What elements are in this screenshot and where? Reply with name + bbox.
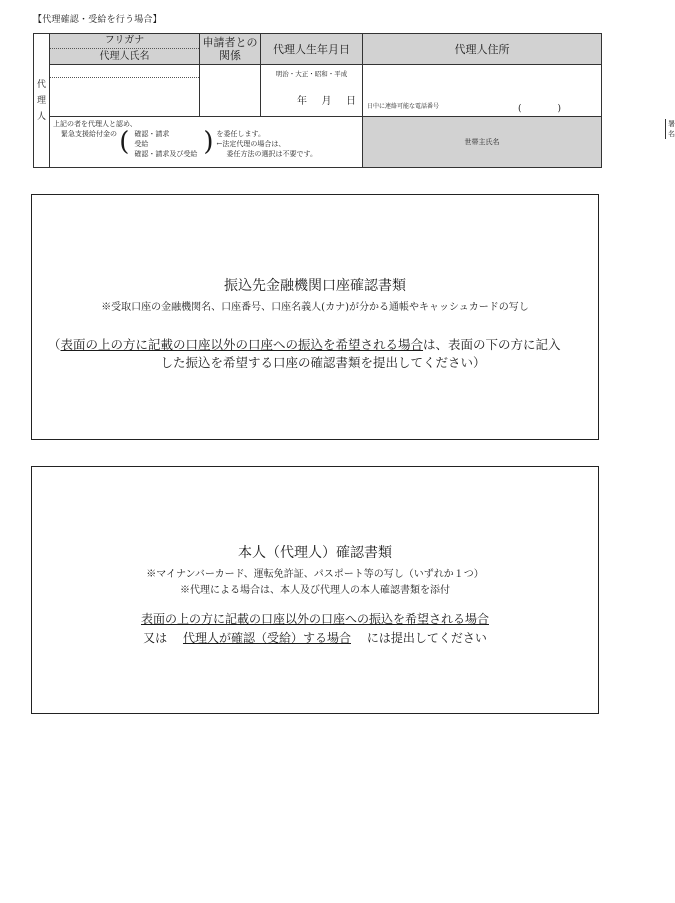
birthdate-label: 代理人生年月日 (261, 34, 363, 65)
bank-doc-title: 振込先金融機関口座確認書類 (224, 278, 406, 294)
identity-doc-line1: 表面の上の方に記載の口座以外の口座への振込を希望される場合 (140, 612, 489, 626)
option-confirm-claim[interactable]: 確認・請求 (134, 130, 170, 138)
signature-label: 署名 (665, 119, 675, 139)
month-label: 月 (321, 96, 332, 107)
furigana-label: フリガナ (50, 34, 199, 49)
relation-field[interactable] (200, 65, 261, 117)
phone-field[interactable]: ( ) (517, 104, 561, 114)
proxy-side-label: 代 理 人 (34, 34, 50, 168)
bank-account-doc-box (31, 194, 599, 440)
bank-doc-paren: （ (48, 337, 61, 352)
proxy-name-field[interactable] (50, 65, 200, 117)
option-receive[interactable]: 受給 (134, 140, 149, 148)
day-label: 日 (346, 96, 356, 107)
era-options: 明治・大正・昭和・平成 (275, 70, 348, 78)
relation-label: 申請者との関係 (200, 34, 261, 65)
section-title: 【代理確認・受給を行う場合】 (33, 15, 162, 25)
identity-doc-proxy-case: 代理人が確認（受給）する場合 (182, 631, 351, 645)
option-both[interactable]: 確認・請求及び受給 (134, 150, 198, 158)
proxy-table (33, 33, 675, 168)
address-label: 代理人住所 (363, 34, 602, 65)
identity-doc-box (31, 466, 599, 714)
identity-doc-or: 又は (143, 631, 168, 645)
legal-note-1: ←法定代理の場合は、 (216, 140, 286, 148)
delegation-line2: 緊急支援給付金の (61, 130, 117, 138)
identity-doc-note1: ※マイナンバーカード、運転免許証、パスポート等の写し（いずれか１つ） (146, 569, 484, 580)
address-field[interactable] (363, 65, 602, 117)
birthdate-field[interactable] (261, 65, 363, 117)
phone-label: 日中に連絡可能な電話番号 (367, 103, 440, 110)
name-label: 代理人氏名 (99, 51, 150, 62)
householder-label: 世帯主氏名 (363, 117, 602, 168)
bank-doc-instruction-rest2: した振込を希望する口座の確認書類を提出してください） (160, 355, 486, 370)
bank-doc-instruction-underlined: 表面の上の方に記載の口座以外の口座への振込を希望される場合 (60, 337, 424, 352)
year-label: 年 (297, 96, 307, 107)
identity-doc-note2: ※代理による場合は、本人及び代理人の本人確認書類を添付 (180, 585, 450, 596)
name-header (50, 34, 200, 65)
delegation-cell: 上記の者を代理人と認め、 緊急支援給付金の ( 確認・請求 受給 確認・請求及び受給 ) を委任します。 ←法定代理の場合は、 委任方法の選択は不要です。 (50, 117, 363, 168)
legal-note-2: 委任方法の選択は不要です。 (226, 150, 317, 158)
delegate-text: を委任します。 (216, 130, 265, 138)
identity-doc-title: 本人（代理人）確認書類 (238, 545, 392, 561)
bank-doc-note: ※受取口座の金融機関名、口座番号、口座名義人(カナ)が分かる通帳やキャッシュカードの写し (101, 302, 529, 313)
delegation-line1: 上記の者を代理人と認め、 (53, 120, 137, 128)
bank-doc-instruction-rest1: は、表面の下の方に記入 (423, 337, 561, 352)
identity-doc-submit: には提出してください (366, 631, 487, 645)
